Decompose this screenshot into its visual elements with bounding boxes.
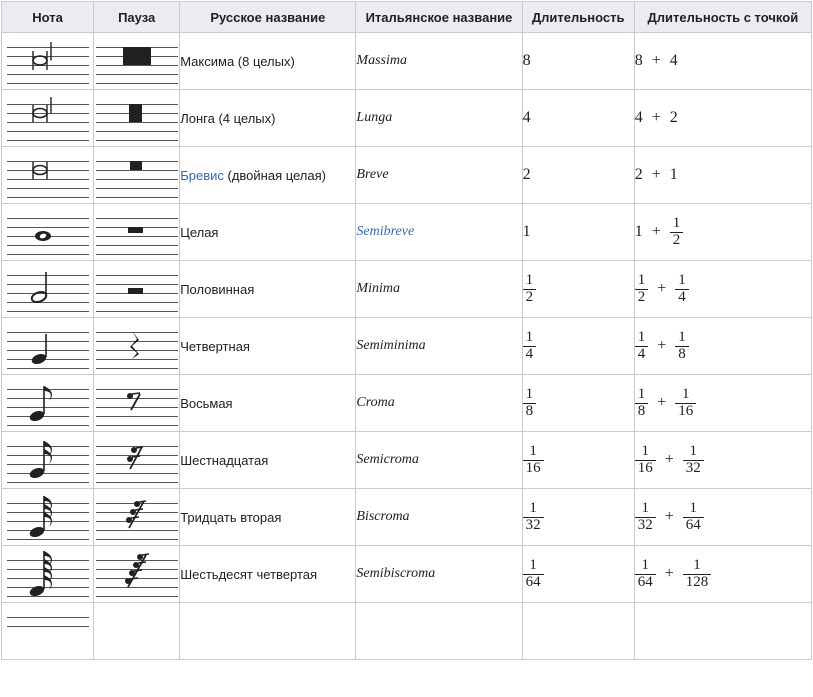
dotted-duration-cell [634, 603, 811, 660]
russian-name: Восьмая [180, 395, 233, 411]
rest-cell [94, 375, 180, 432]
sixteenth-rest-icon [96, 437, 178, 483]
italian-name-cell [356, 147, 522, 204]
table-row [2, 375, 812, 432]
fraction-denominator: 32 [523, 517, 544, 534]
russian-name-cell [180, 261, 356, 318]
table-row [2, 432, 812, 489]
russian-name-cell [180, 603, 356, 660]
note-cell [2, 603, 94, 660]
staff-thirtysecond-rest [96, 494, 178, 540]
plus-sign: + [651, 223, 661, 240]
dotted-term-a-fraction [635, 444, 656, 477]
maxima-rest-icon [96, 38, 178, 84]
dotted-duration-cell [634, 90, 811, 147]
russian-name-cell [180, 432, 356, 489]
fraction-denominator: 4 [675, 289, 689, 306]
half-rest-icon [96, 266, 178, 312]
rest-cell [94, 432, 180, 489]
duration-cell [522, 33, 634, 90]
header-rest[interactable] [94, 2, 180, 33]
plus-sign: + [651, 52, 661, 70]
russian-name-link[interactable]: Бревис [180, 167, 224, 183]
header-russian-name [180, 2, 356, 33]
fraction-denominator: 8 [675, 346, 689, 363]
duration-cell [522, 489, 634, 546]
italian-name-cell [356, 204, 522, 261]
italian-name: Minima [356, 281, 400, 296]
fraction-numerator: 1 [641, 442, 649, 459]
italian-name: Massima [356, 53, 407, 68]
fraction-denominator: 4 [635, 346, 649, 363]
fraction-numerator: 1 [641, 556, 649, 573]
maxima-note-icon [7, 38, 89, 84]
eighth-note-icon [7, 380, 89, 426]
dotted-term-b: 2 [669, 109, 678, 127]
duration-cell [522, 261, 634, 318]
rest-cell [94, 603, 180, 660]
fraction-numerator: 1 [693, 556, 701, 573]
half-note-icon [7, 266, 89, 312]
fraction-numerator: 1 [529, 556, 537, 573]
table-row [2, 318, 812, 375]
dotted-term-b-fraction [675, 273, 689, 306]
whole-rest-icon [96, 209, 178, 255]
note-cell [2, 375, 94, 432]
fraction-denominator: 16 [523, 460, 544, 477]
dotted-term-b-fraction [683, 558, 712, 591]
table-row [2, 603, 812, 660]
russian-name-tail: (двойная целая) [223, 167, 326, 183]
russian-name-cell [180, 90, 356, 147]
russian-name: Целая [180, 224, 219, 240]
fraction-numerator: 1 [678, 271, 686, 288]
sixteenth-note-icon [7, 437, 89, 483]
rest-cell [94, 147, 180, 204]
rest-cell [94, 90, 180, 147]
russian-name-cell [180, 318, 356, 375]
dotted-term-a: 8 [634, 52, 643, 70]
russian-name: Тридцать вторая [180, 509, 282, 525]
table-row [2, 546, 812, 603]
italian-name-cell [356, 261, 522, 318]
plus-sign: + [657, 280, 667, 297]
duration-cell [522, 318, 634, 375]
dotted-term-a-fraction [635, 558, 656, 591]
rest-cell [94, 204, 180, 261]
duration-cell [522, 147, 634, 204]
italian-name: Croma [356, 395, 395, 410]
staff-breve-rest [96, 152, 178, 198]
dotted-duration-cell [634, 546, 811, 603]
rest-cell [94, 489, 180, 546]
table-row [2, 204, 812, 261]
whole-note-icon [7, 209, 89, 255]
fraction-denominator: 64 [635, 574, 656, 591]
duration-fraction [523, 444, 544, 477]
note-cell [2, 204, 94, 261]
dotted-term-a-fraction [635, 273, 649, 306]
longa-note-icon [7, 95, 89, 141]
russian-name-cell [180, 147, 356, 204]
table-header-row [2, 2, 812, 33]
table-row [2, 33, 812, 90]
dotted-term-b-fraction [670, 216, 684, 249]
breve-rest-icon [96, 152, 178, 198]
staff-maxima-note [7, 38, 89, 84]
italian-name-cell [356, 375, 522, 432]
italian-name-cell [356, 90, 522, 147]
header-duration-label: Длительность [531, 9, 625, 25]
fraction-denominator: 8 [635, 403, 649, 420]
italian-name-cell [356, 33, 522, 90]
fraction-denominator: 2 [523, 289, 537, 306]
table-row [2, 489, 812, 546]
note-cell [2, 432, 94, 489]
russian-name: Максима (8 целых) [180, 53, 295, 69]
staff-next-note [7, 608, 89, 654]
dotted-duration-cell [634, 318, 811, 375]
plus-sign: + [657, 394, 667, 411]
fraction-denominator: 16 [635, 460, 656, 477]
duration-cell [522, 90, 634, 147]
fraction-numerator: 1 [678, 328, 686, 345]
dotted-duration-cell [634, 432, 811, 489]
header-italian-name-label: Итальянское название [365, 9, 513, 25]
dotted-term-b: 4 [669, 52, 678, 70]
header-italian-name [356, 2, 522, 33]
dotted-term-a: 4 [634, 109, 643, 127]
dotted-term-a-fraction [635, 330, 649, 363]
fraction-numerator: 1 [529, 499, 537, 516]
rest-cell [94, 546, 180, 603]
staff-longa-rest [96, 95, 178, 141]
dotted-term-a-fraction [635, 387, 649, 420]
italian-name: Breve [356, 167, 389, 182]
table-row [2, 261, 812, 318]
italian-name: Semibiscroma [356, 566, 436, 581]
eighth-rest-icon [96, 380, 178, 426]
breve-note-icon [7, 152, 89, 198]
russian-name: Лонга (4 целых) [180, 110, 276, 126]
plus-sign: + [651, 109, 661, 127]
fraction-numerator: 1 [689, 499, 698, 516]
fraction-numerator: 1 [682, 385, 690, 402]
fraction-numerator: 1 [525, 328, 534, 345]
italian-name: Lunga [356, 110, 393, 125]
staff-thirtysecond-note [7, 494, 89, 540]
russian-name: Шестьдесят четвертая [180, 566, 318, 582]
fraction-numerator: 1 [637, 328, 646, 345]
russian-name-cell [180, 546, 356, 603]
russian-name-cell [180, 375, 356, 432]
fraction-numerator: 1 [525, 271, 534, 288]
staff-quarter-rest [96, 323, 178, 369]
russian-name: Четвертная [180, 338, 250, 354]
header-rest-label: Пауза [118, 9, 156, 25]
staff-quarter-note [7, 323, 89, 369]
duration-fraction [523, 558, 544, 591]
dotted-term-b-fraction [675, 330, 689, 363]
note-cell [2, 261, 94, 318]
dotted-duration-cell [634, 204, 811, 261]
staff-sixtyfourth-rest [96, 551, 178, 597]
staff-breve-note [7, 152, 89, 198]
fraction-numerator: 1 [689, 442, 698, 459]
fraction-denominator: 4 [523, 346, 537, 363]
staff-half-note [7, 266, 89, 312]
italian-name: Semicroma [356, 452, 419, 467]
duration-value: 1 [522, 223, 531, 241]
header-russian-name-label: Русское название [210, 9, 326, 25]
fraction-numerator: 1 [525, 385, 534, 402]
russian-name-cell [180, 33, 356, 90]
italian-name: Semiminima [356, 338, 426, 353]
fraction-denominator: 128 [683, 574, 712, 591]
fraction-numerator: 1 [637, 271, 646, 288]
note-cell [2, 147, 94, 204]
dotted-term-b-fraction [683, 501, 704, 534]
rest-cell [94, 261, 180, 318]
rest-cell [94, 33, 180, 90]
fraction-numerator: 1 [637, 385, 646, 402]
fraction-numerator: 1 [529, 442, 537, 459]
italian-name-cell [356, 489, 522, 546]
duration-fraction [523, 387, 537, 420]
staff-half-rest [96, 266, 178, 312]
russian-name: Шестнадцатая [180, 452, 269, 468]
dotted-duration-cell [634, 147, 811, 204]
staff-eighth-rest [96, 380, 178, 426]
staff-sixteenth-note [7, 437, 89, 483]
header-dotted-duration[interactable] [634, 2, 811, 33]
duration-value: 4 [522, 109, 531, 127]
italian-name-link[interactable]: Semibreve [356, 224, 415, 239]
fraction-denominator: 2 [635, 289, 649, 306]
plus-sign: + [664, 508, 674, 525]
header-duration [522, 2, 634, 33]
dotted-duration-cell [634, 261, 811, 318]
fraction-numerator: 1 [672, 214, 681, 231]
italian-name: Biscroma [356, 509, 410, 524]
fraction-numerator: 1 [641, 499, 649, 516]
quarter-rest-icon [96, 323, 178, 369]
russian-name-cell [180, 204, 356, 261]
header-note-label: Нота [32, 9, 63, 25]
fraction-denominator: 2 [670, 232, 684, 249]
plus-sign: + [651, 166, 661, 184]
duration-cell [522, 375, 634, 432]
duration-cell [522, 432, 634, 489]
fraction-denominator: 16 [675, 403, 696, 420]
dotted-term-b-fraction [675, 387, 696, 420]
russian-name: Половинная [180, 281, 255, 297]
staff-whole-rest [96, 209, 178, 255]
fraction-denominator: 32 [683, 460, 704, 477]
sixtyfourth-note-icon [7, 551, 89, 597]
italian-name-cell [356, 546, 522, 603]
note-cell [2, 489, 94, 546]
note-cell [2, 90, 94, 147]
duration-cell [522, 204, 634, 261]
note-cell [2, 318, 94, 375]
fraction-denominator: 64 [523, 574, 544, 591]
table-row [2, 90, 812, 147]
staff-sixteenth-rest [96, 437, 178, 483]
header-dotted-duration-label: Длительность с точкой [647, 9, 799, 25]
italian-name-cell [356, 318, 522, 375]
italian-name-cell [356, 432, 522, 489]
plus-sign: + [664, 451, 674, 468]
fraction-denominator: 64 [683, 517, 704, 534]
plus-sign: + [664, 565, 674, 582]
staff-sixtyfourth-note [7, 551, 89, 597]
sixtyfourth-rest-icon [96, 551, 178, 597]
quarter-note-icon [7, 323, 89, 369]
dotted-term-a-fraction [635, 501, 656, 534]
staff-maxima-rest [96, 38, 178, 84]
dotted-term-b-fraction [683, 444, 704, 477]
dotted-term-a: 2 [634, 166, 643, 184]
duration-cell [522, 603, 634, 660]
fraction-denominator: 8 [523, 403, 537, 420]
dotted-duration-cell [634, 33, 811, 90]
note-duration-table [1, 1, 812, 660]
header-note[interactable] [2, 2, 94, 33]
duration-value: 8 [522, 52, 531, 70]
dotted-duration-cell [634, 375, 811, 432]
thirtysecond-note-icon [7, 494, 89, 540]
rest-cell [94, 318, 180, 375]
plus-sign: + [657, 337, 667, 354]
staff-eighth-note [7, 380, 89, 426]
table-row [2, 147, 812, 204]
note-cell [2, 33, 94, 90]
duration-fraction [523, 330, 537, 363]
duration-fraction [523, 273, 537, 306]
duration-fraction [523, 501, 544, 534]
staff-whole-note [7, 209, 89, 255]
dotted-term-b: 1 [669, 166, 678, 184]
note-cell [2, 546, 94, 603]
duration-cell [522, 546, 634, 603]
russian-name-cell [180, 489, 356, 546]
longa-rest-icon [96, 95, 178, 141]
thirtysecond-rest-icon [96, 494, 178, 540]
italian-name-cell [356, 603, 522, 660]
duration-value: 2 [522, 166, 531, 184]
dotted-term-a: 1 [634, 223, 643, 240]
fraction-denominator: 32 [635, 517, 656, 534]
dotted-duration-cell [634, 489, 811, 546]
staff-longa-note [7, 95, 89, 141]
